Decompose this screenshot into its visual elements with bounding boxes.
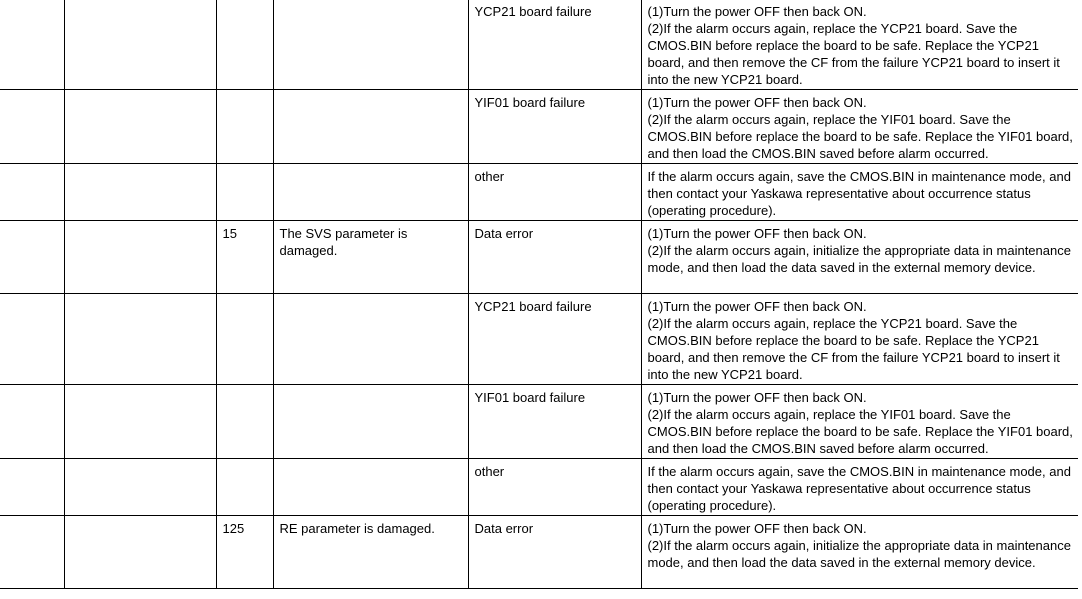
cause-cell: YIF01 board failure [468, 90, 641, 164]
blank-cell [0, 0, 64, 90]
cause-cell: YCP21 board failure [468, 294, 641, 385]
table-row [0, 221, 1078, 294]
remedy-text: (1)Turn the power OFF then back ON. (2)If the alarm occurs again, initialize the appropriate data in maintenance mode, and then load the data saved in the external memory device. [647, 226, 1071, 275]
subcode-cell [216, 294, 273, 385]
cause-cell: YCP21 board failure [468, 0, 641, 90]
cause-cell: Data error [468, 221, 641, 294]
blank-cell [0, 221, 64, 294]
remedy-cell [641, 385, 1078, 459]
meaning-cell [273, 385, 468, 459]
table-row [0, 164, 1078, 221]
meaning-cell: The SVS parameter is damaged. [273, 221, 468, 294]
meaning-cell [273, 0, 468, 90]
remedy-cell [641, 164, 1078, 221]
remedy-cell [641, 90, 1078, 164]
blank-cell [64, 294, 216, 385]
blank-cell [64, 516, 216, 589]
blank-cell [0, 516, 64, 589]
remedy-cell [641, 516, 1078, 589]
subcode-cell [216, 0, 273, 90]
remedy-cell [641, 0, 1078, 90]
blank-cell [64, 385, 216, 459]
subcode-cell: 125 [216, 516, 273, 589]
blank-cell [0, 164, 64, 221]
blank-cell [0, 385, 64, 459]
table-row [0, 0, 1078, 90]
blank-cell [0, 459, 64, 516]
remedy-text: (1)Turn the power OFF then back ON. (2)If the alarm occurs again, replace the YCP21 board. Save the CMOS.BIN before replace the board to be safe. Replace the YCP21 board, and then remove the CF from the failure YCP21 board to insert it into the new YCP21 board. [647, 4, 1060, 87]
remedy-cell [641, 459, 1078, 516]
remedy-text: (1)Turn the power OFF then back ON. (2)If the alarm occurs again, replace the YCP21 board. Save the CMOS.BIN before replace the board to be safe. Replace the YCP21 board, and then remove the CF from the failure YCP21 board to insert it into the new YCP21 board. [647, 299, 1060, 382]
remedy-cell [641, 294, 1078, 385]
table-row [0, 294, 1078, 385]
blank-cell [64, 459, 216, 516]
meaning-cell: RE parameter is damaged. [273, 516, 468, 589]
blank-cell [0, 90, 64, 164]
table-row [0, 459, 1078, 516]
cause-cell: YIF01 board failure [468, 385, 641, 459]
subcode-cell: 15 [216, 221, 273, 294]
meaning-cell [273, 294, 468, 385]
remedy-text: (1)Turn the power OFF then back ON. (2)If the alarm occurs again, initialize the appropriate data in maintenance mode, and then load the data saved in the external memory device. [647, 521, 1071, 570]
meaning-cell [273, 459, 468, 516]
subcode-cell [216, 164, 273, 221]
remedy-text: (1)Turn the power OFF then back ON. (2)If the alarm occurs again, replace the YIF01 board. Save the CMOS.BIN before replace the board to be safe. Replace the YIF01 board, and then load the CMOS.BIN saved before alarm occurred. [647, 95, 1073, 161]
meaning-cell [273, 90, 468, 164]
subcode-cell [216, 459, 273, 516]
remedy-cell [641, 221, 1078, 294]
remedy-text: (1)Turn the power OFF then back ON. (2)If the alarm occurs again, replace the YIF01 board. Save the CMOS.BIN before replace the board to be safe. Replace the YIF01 board, and then load the CMOS.BIN saved before alarm occurred. [647, 390, 1073, 456]
meaning-cell [273, 164, 468, 221]
subcode-cell [216, 90, 273, 164]
cause-cell: other [468, 459, 641, 516]
remedy-text: If the alarm occurs again, save the CMOS.BIN in maintenance mode, and then contact your Yaskawa representative about occurrence status (operating procedure). [647, 464, 1071, 513]
blank-cell [64, 90, 216, 164]
blank-cell [0, 294, 64, 385]
blank-cell [64, 164, 216, 221]
table-row [0, 516, 1078, 589]
cause-cell: Data error [468, 516, 641, 589]
remedy-text: If the alarm occurs again, save the CMOS.BIN in maintenance mode, and then contact your Yaskawa representative about occurrence status (operating procedure). [647, 169, 1071, 218]
subcode-cell [216, 385, 273, 459]
blank-cell [64, 221, 216, 294]
table-row [0, 385, 1078, 459]
table-row [0, 90, 1078, 164]
blank-cell [64, 0, 216, 90]
cause-cell: other [468, 164, 641, 221]
